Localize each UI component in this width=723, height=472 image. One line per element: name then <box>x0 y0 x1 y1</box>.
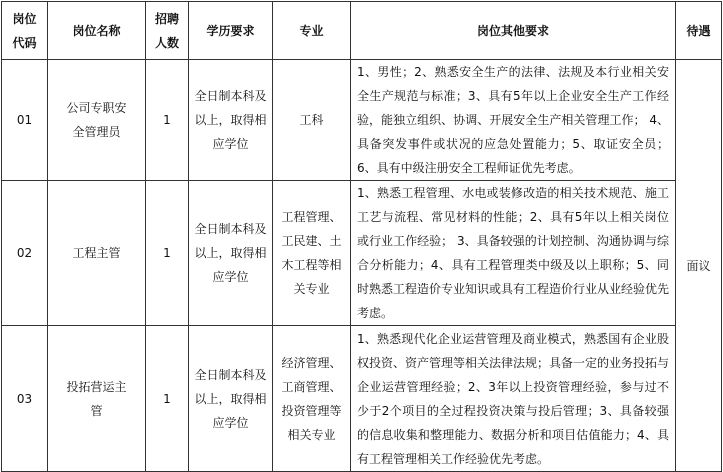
header-major: 专业 <box>273 2 351 60</box>
row-education: 全日制本科及以上，取得相应学位 <box>189 181 273 326</box>
row-education: 全日制本科及以上，取得相应学位 <box>189 60 273 181</box>
row-code: 02 <box>2 181 48 326</box>
row-education: 全日制本科及以上，取得相应学位 <box>189 326 273 472</box>
row-code: 03 <box>2 326 48 472</box>
row-name: 投拓营运主管 <box>48 326 146 472</box>
header-other: 岗位其他要求 <box>351 2 676 60</box>
row-requirements: 1、男性；2、熟悉安全生产的法律、法规及本行业相关安全生产规范与标准；3、具有5年以上企业安全生产工作经验，能独立组织、协调、开展安全生产相关管理工作； 4、具备突发事件或状况的应急处置能力；5、取证安全员；6、具有中级注册安全工程师证优先考虑。 <box>351 60 676 181</box>
row-name: 工程主管 <box>48 181 146 326</box>
header-count: 招聘人数 <box>146 2 189 60</box>
row-count: 1 <box>146 181 189 326</box>
row-count: 1 <box>146 60 189 181</box>
row-count: 1 <box>146 326 189 472</box>
table-row <box>2 326 722 472</box>
row-code: 01 <box>2 60 48 181</box>
row-major: 工程管理、工民建、土木工程等相关专业 <box>273 181 351 326</box>
header-code: 岗位代码 <box>2 2 48 60</box>
header-name: 岗位名称 <box>48 2 146 60</box>
header-pay: 待遇 <box>676 2 722 60</box>
row-requirements: 1、熟悉工程管理、水电或装修改造的相关技术规范、施工工艺与流程、常见材料的性能；2、具有5年以上相关岗位或行业工作经验； 3、具备较强的计划控制、沟通协调与综合分析能力；4、具有工程管理类中级及以上职称；5、同时熟悉工程造价专业知识或具有工程造价行业从业经验优先考虑。 <box>351 181 676 326</box>
row-major: 工科 <box>273 60 351 181</box>
row-major: 经济管理、工商管理、投资管理等相关专业 <box>273 326 351 472</box>
pay-cell: 面议 <box>676 60 722 472</box>
header-education: 学历要求 <box>189 2 273 60</box>
row-name: 公司专职安全管理员 <box>48 60 146 181</box>
header-row <box>2 2 722 60</box>
job-table <box>1 1 722 472</box>
table-row <box>2 60 722 181</box>
table-row <box>2 181 722 326</box>
row-requirements: 1、熟悉现代化企业运营管理及商业模式，熟悉国有企业股权投资、资产管理等相关法律法规；具备一定的业务投拓与企业运营管理经验；2、3年以上投资管理经验，参与过不少于2个项目的全过程投资决策与投后管理；3、具备较强的信息收集和整理能力、数据分析和项目估值能力；4、具有工程管理相关工作经验优先考虑。 <box>351 326 676 472</box>
